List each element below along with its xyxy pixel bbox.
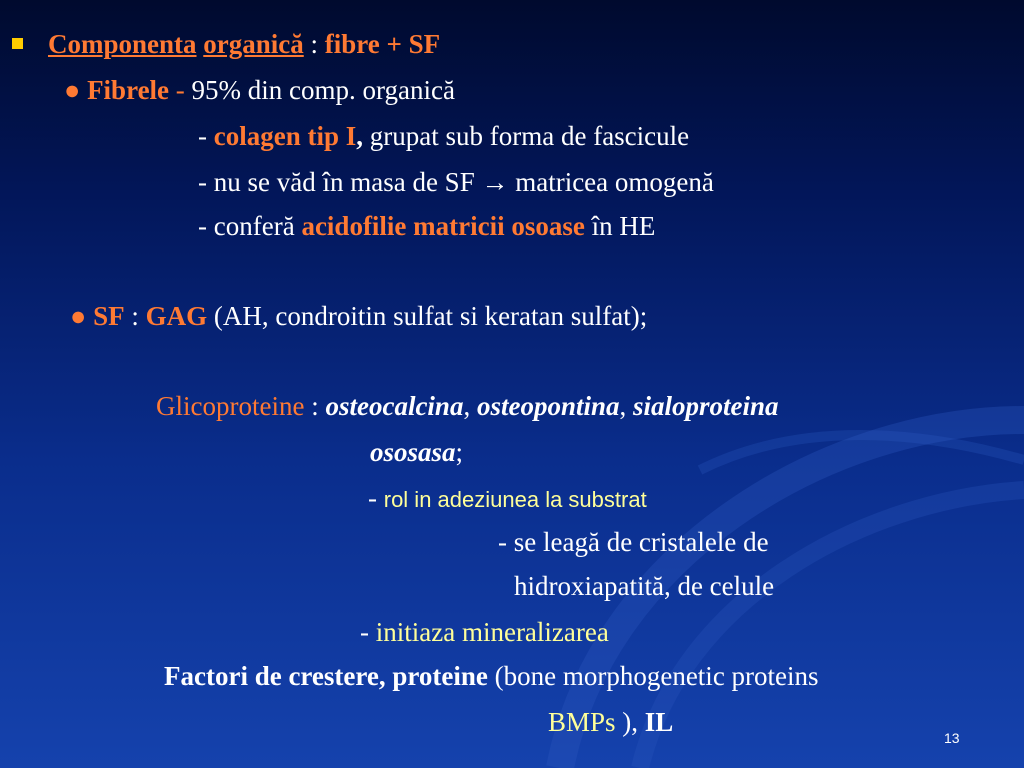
colagen-highlight: colagen tip I [213,121,357,151]
sep: , [619,391,633,421]
fibrele-point-2: - nu se văd în masa de SF → matricea omogenă [198,167,714,197]
glico-point-3 [360,616,609,648]
point-text: - conferă [198,211,302,241]
sf-label: SF [93,301,125,331]
fibrele-point-1 [198,120,689,152]
point-text: grupat sub forma de fascicule [363,121,690,151]
point-text: în HE [584,211,656,241]
factori-line [164,660,819,692]
glico-colon: : [304,391,326,421]
factori-bold: Factori de crestere, proteine [164,661,488,691]
sf-colon: : [124,301,146,331]
sf-text: (AH, condroitin sulfat si keratan sulfat); [207,301,648,331]
fibrele-dash: - [169,75,192,105]
comma: , [356,121,364,151]
square-bullet-icon [12,38,23,49]
heading-organica: organică [203,29,304,59]
section-heading [48,28,440,60]
semicolon: ; [455,437,464,467]
fibrele-line [64,74,455,106]
glicoproteine-label: Glicoproteine [156,391,305,421]
fibrele-bullet: ● [64,75,88,105]
sialoproteina: sialoproteina [632,391,779,421]
osteopontina: osteopontina [476,391,620,421]
initiaza-mineralizarea: initiaza mineralizarea [375,617,609,647]
fibrele-point-3 [198,210,655,242]
il-label: IL [644,707,674,737]
point-dash: - [368,483,384,513]
heading-colon: : [303,29,325,59]
bmps: BMPs [548,707,616,737]
point-dash: - [198,121,214,151]
factori-rest: (bone morphogenetic proteins [487,661,819,691]
glico-point-1 [368,482,647,516]
close-paren: ), [615,707,645,737]
heading-componenta: Componenta [48,29,197,59]
osteocalcina: osteocalcina [325,391,464,421]
point-text: se leagă de cristalele de [513,527,769,557]
glico-point-2b: hidroxiapatită, de celule [514,571,775,601]
sep: , [463,391,477,421]
factori-line-2 [548,706,673,738]
sf-bullet: ● [70,301,94,331]
ososasa: ososasa [370,437,456,467]
rol-adeziunea: rol in adeziunea la substrat [383,487,647,512]
heading-rest: fibre + SF [324,29,441,59]
sf-line [70,300,647,332]
glicoproteine-line-2 [370,436,463,468]
point-dash: - [498,527,514,557]
fibrele-text: 95% din comp. organică [191,75,455,105]
gag-label: GAG [145,301,208,331]
page-number: 13 [944,730,960,746]
acidofilie-highlight: acidofilie matricii osoase [301,211,585,241]
glicoproteine-line [156,390,779,422]
point-dash: - [360,617,376,647]
glico-point-2a [498,526,769,558]
fibrele-label: Fibrele [87,75,170,105]
